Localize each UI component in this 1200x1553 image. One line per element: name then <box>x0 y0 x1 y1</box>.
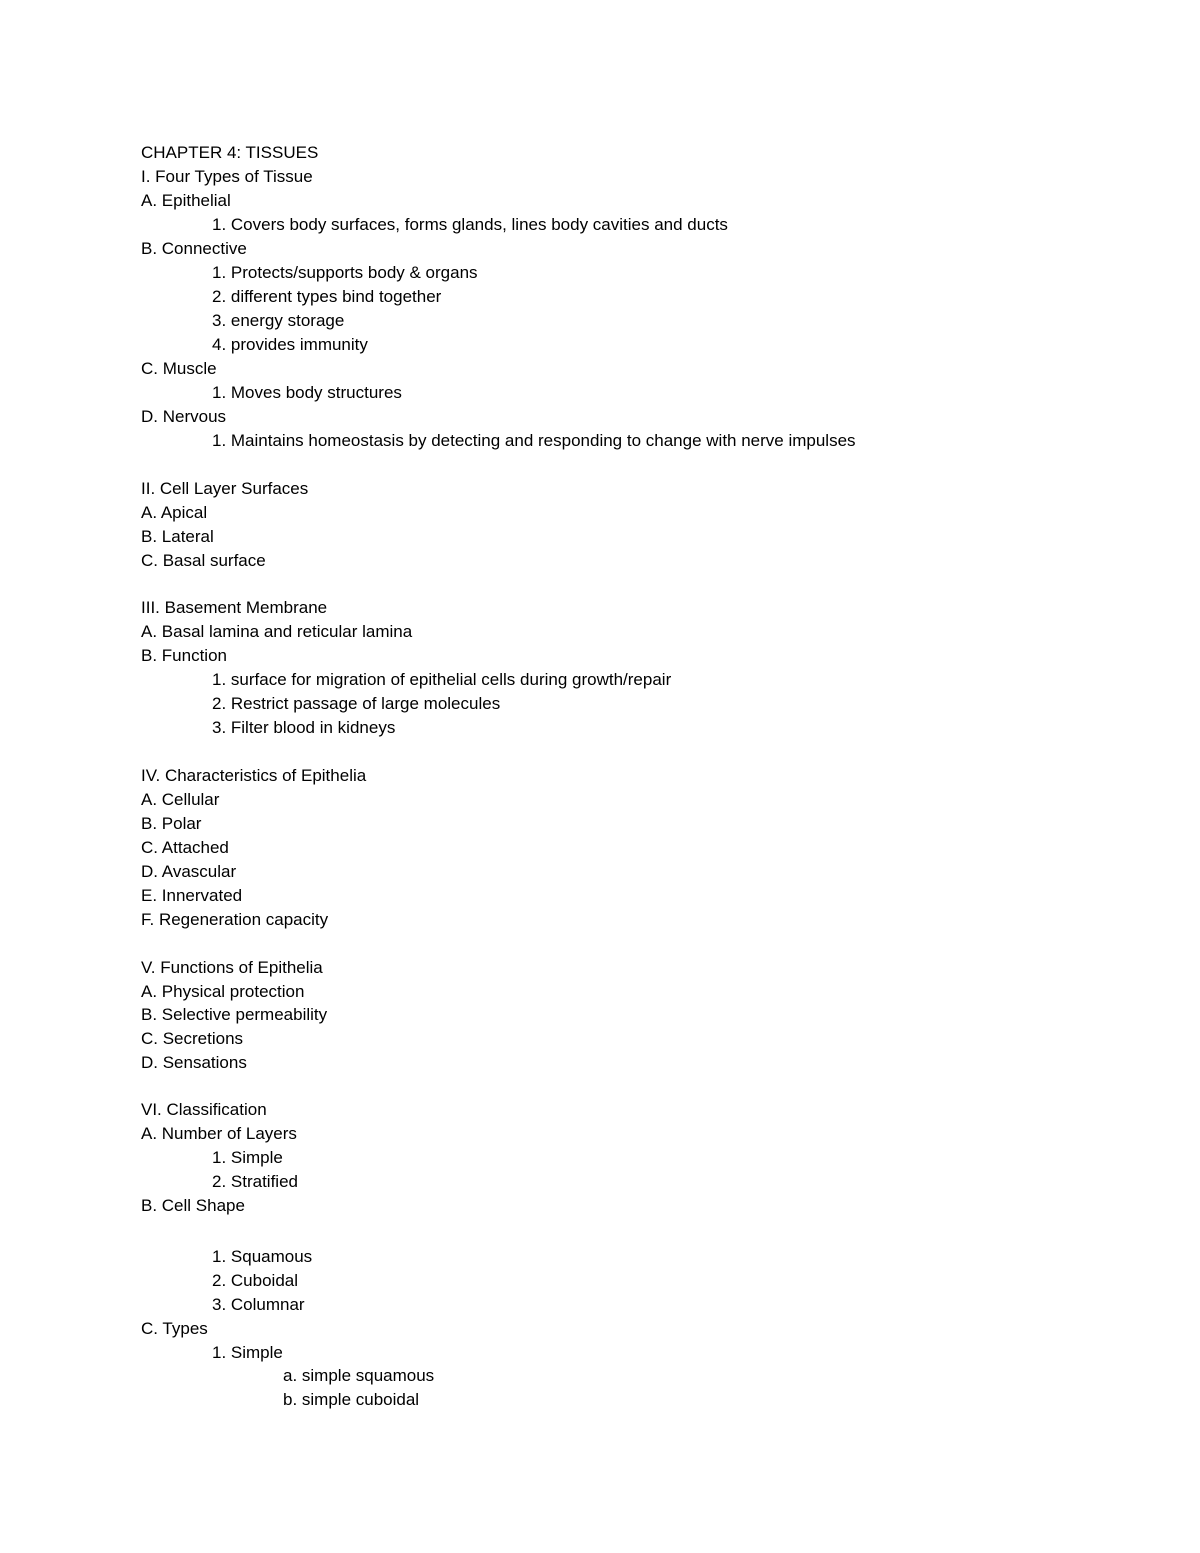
outline-subitem: 1. Moves body structures <box>212 383 402 402</box>
outline-subitem: 2. Restrict passage of large molecules <box>212 694 501 713</box>
outline-subitem: 2. different types bind together <box>212 287 442 306</box>
outline-subitem: 3. Columnar <box>212 1295 305 1314</box>
section-heading: I. Four Types of Tissue <box>141 167 313 186</box>
outline-item: B. Function <box>141 646 227 665</box>
outline-subsubitem: b. simple cuboidal <box>283 1390 420 1409</box>
outline-subitem: 1. Protects/supports body & organs <box>212 263 478 282</box>
outline-item: D. Sensations <box>141 1053 247 1072</box>
outline-subitem: 2. Stratified <box>212 1172 298 1191</box>
outline-item: C. Basal surface <box>141 551 266 570</box>
outline-item: B. Connective <box>141 239 247 258</box>
outline-item: B. Cell Shape <box>141 1196 245 1215</box>
outline-subitem: 2. Cuboidal <box>212 1271 299 1290</box>
outline-subitem: 3. energy storage <box>212 311 345 330</box>
outline-item: B. Selective permeability <box>141 1005 328 1024</box>
outline-subitem: 1. Squamous <box>212 1247 313 1266</box>
outline-item: B. Lateral <box>141 527 214 546</box>
chapter-title: CHAPTER 4: TISSUES <box>141 143 319 162</box>
section-heading: II. Cell Layer Surfaces <box>141 479 309 498</box>
outline-item: F. Regeneration capacity <box>141 910 329 929</box>
outline-item: D. Avascular <box>141 862 237 881</box>
outline-item: C. Attached <box>141 838 229 857</box>
outline-item: A. Epithelial <box>141 191 231 210</box>
outline-item: A. Basal lamina and reticular lamina <box>141 622 413 641</box>
outline-item: A. Number of Layers <box>141 1124 297 1143</box>
outline-item: A. Physical protection <box>141 982 305 1001</box>
outline-subitem: 1. surface for migration of epithelial cells during growth/repair <box>212 670 672 689</box>
outline-subitem: 1. Covers body surfaces, forms glands, lines body cavities and ducts <box>212 215 728 234</box>
outline-item: D. Nervous <box>141 407 227 426</box>
outline-subitem: 1. Simple <box>212 1343 283 1362</box>
outline-item: A. Cellular <box>141 790 220 809</box>
outline-item: A. Apical <box>141 503 208 522</box>
outline-item: C. Muscle <box>141 359 217 378</box>
outline-item: C. Types <box>141 1319 208 1338</box>
outline-item: E. Innervated <box>141 886 243 905</box>
outline-item: C. Secretions <box>141 1029 244 1048</box>
outline-subitem: 4. provides immunity <box>212 335 368 354</box>
outline-subsubitem: a. simple squamous <box>283 1366 435 1385</box>
section-heading: IV. Characteristics of Epithelia <box>141 766 367 785</box>
section-heading: VI. Classification <box>141 1100 267 1119</box>
outline-subitem: 1. Simple <box>212 1148 283 1167</box>
section-heading: V. Functions of Epithelia <box>141 958 323 977</box>
outline-subitem: 1. Maintains homeostasis by detecting and responding to change with nerve impulses <box>212 431 856 450</box>
outline-item: B. Polar <box>141 814 202 833</box>
outline-subitem: 3. Filter blood in kidneys <box>212 718 396 737</box>
section-heading: III. Basement Membrane <box>141 598 328 617</box>
